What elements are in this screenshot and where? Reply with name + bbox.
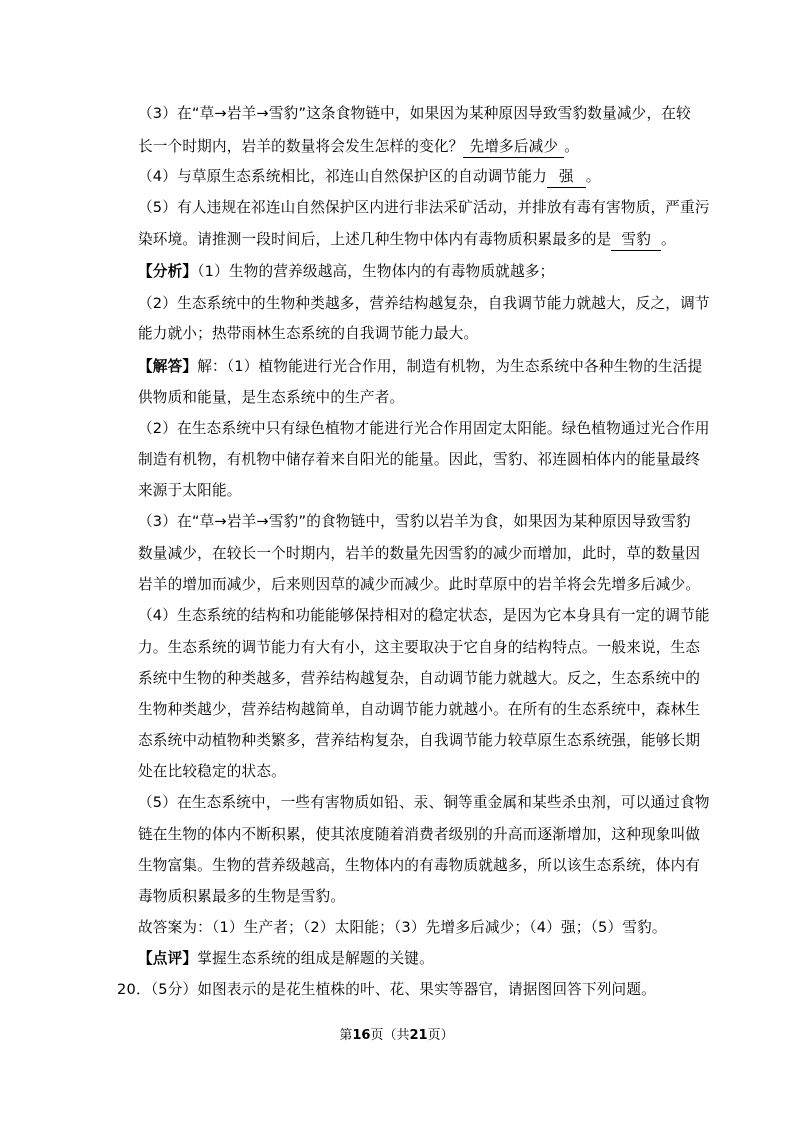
- analysis-line-3: 能力就小；热带雨林生态系统的自我调节能力最大。: [138, 325, 479, 342]
- solution-line-5: 来源于太阳能。: [138, 482, 242, 499]
- analysis-tag: 【分析】: [138, 263, 198, 280]
- solution-line-8: 岩羊的增加而减少，后来则因草的减少而减少。此时草原中的岩羊将会先增多后减少。: [138, 576, 701, 593]
- current-page: 16: [352, 1028, 371, 1043]
- analysis-line-2: （2）生态系统中的生物种类越多，营养结构越复杂，自我调节能力就越大，反之，调节: [138, 295, 710, 312]
- solution-line-6: （3）在“草→岩羊→雪豹”的食物链中，雪豹以岩羊为食，如果因为某种原因导致雪豹: [138, 513, 691, 530]
- total-pages: 21: [409, 1028, 428, 1043]
- solution-line-12: 生物种类越少，营养结构越简单，自动调节能力就越小。在所有的生态系统中，森林生: [138, 701, 701, 718]
- solution-line-7: 数量减少，在较长一个时期内，岩羊的数量先因雪豹的减少而增加，此时，草的数量因: [138, 545, 701, 562]
- solution-line-10: 力。生态系统的调节能力有大有小，这主要取决于它自身的结构特点。一般来说，生态: [138, 639, 701, 656]
- footer-text: 第: [339, 1028, 353, 1043]
- solution-tag: 【解答】: [138, 358, 198, 375]
- text: （4）与草原生态系统相比，祁连山自然保护区的自动调节能力: [138, 168, 547, 185]
- page-footer: [0, 1024, 793, 1043]
- answer-blank: 强: [547, 167, 586, 188]
- text: （5分）如图表示的是花生植株的叶、花、果实等器官，请据图回答下列问题。: [150, 981, 656, 998]
- question-20-line: [117, 980, 656, 1000]
- solution-line-9: （4）生态系统的结构和功能能够保持相对的稳定状态，是因为它本身具有一定的调节能: [138, 607, 710, 624]
- question-5-line-2: [138, 230, 676, 251]
- comment-line: [138, 949, 658, 969]
- comment-tag: 【点评】: [138, 950, 198, 967]
- solution-line-11: 系统中生物的种类越多，营养结构越复杂，自动调节能力就越大。反之，生态系统中的: [138, 670, 701, 687]
- analysis-line-1: [138, 262, 658, 282]
- question-5-line-1: （5）有人违规在祁连山自然保护区内进行非法采矿活动，并排放有毒有害物质，严重污: [138, 199, 710, 216]
- solution-line-14: 处在比较稳定的状态。: [138, 763, 286, 780]
- solution-line-15: （5）在生态系统中，一些有害物质如铅、汞、铜等重金属和某些杀虫剂，可以通过食物: [138, 794, 710, 811]
- solution-line-2: 供物质和能量，是生态系统中的生产者。: [138, 389, 405, 406]
- text: 。: [661, 231, 676, 248]
- answer-blank: 先增多后减少: [463, 137, 564, 158]
- question-number: 20．: [117, 981, 151, 998]
- question-3-line-1: （3）在“草→岩羊→雪豹”这条食物链中，如果因为某种原因导致雪豹数量减少，在较: [138, 105, 691, 122]
- solution-line-3: （2）在生态系统中只有绿色植物才能进行光合作用固定太阳能。绿色植物通过光合作用: [138, 420, 710, 437]
- answer-blank: 雪豹: [611, 230, 661, 251]
- question-4-line: [138, 167, 658, 188]
- text: 长一个时期内，岩羊的数量将会发生怎样的变化？: [138, 138, 464, 155]
- solution-line-18: 毒物质积累最多的生物是雪豹。: [138, 888, 346, 905]
- text: 解：（1）植物能进行光合作用，制造有机物，为生态系统中各种生物的生活提: [197, 358, 703, 375]
- solution-line-16: 链在生物的体内不断积累，使其浓度随着消费者级别的升高而逐渐增加，这种现象叫做: [138, 826, 701, 843]
- solution-line-4: 制造有机物，有机物中储存着来自阳光的能量。因此，雪豹、祁连圆柏体内的能量最终: [138, 451, 701, 468]
- text: （1）生物的营养级越高，生物体内的有毒物质就越多；: [197, 263, 555, 280]
- text: 染环境。请推测一段时间后，上述几种生物中体内有毒物质积累最多的是: [138, 231, 612, 248]
- text: 。: [585, 168, 601, 185]
- text: 掌握生态系统的组成是解题的关键。: [197, 950, 434, 967]
- solution-line-1: [138, 357, 703, 377]
- solution-line-13: 态系统中动植物种类繁多，营养结构复杂，自我调节能力较草原生态系统强，能够长期: [138, 732, 701, 749]
- question-3-line-2: [138, 137, 658, 158]
- footer-text: 页（共: [370, 1028, 410, 1043]
- solution-line-17: 生物富集。生物的营养级越高，生物体内的有毒物质就越多，所以该生态系统，体内有: [138, 857, 701, 874]
- answer-summary: 故答案为：（1）生产者；（2）太阳能；（3）先增多后减少；（4）强；（5）雪豹。: [138, 919, 667, 936]
- footer-text: 页）: [427, 1028, 454, 1043]
- text: 。: [564, 138, 580, 155]
